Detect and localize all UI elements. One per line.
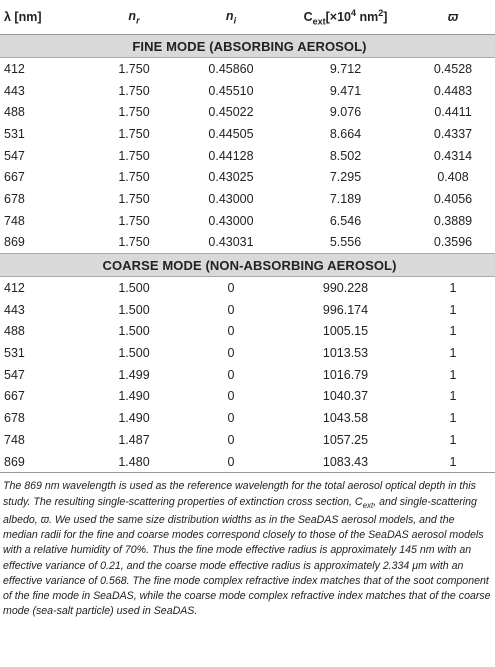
cell-albedo: 1 (449, 281, 457, 296)
cell-albedo: 1 (449, 389, 457, 404)
cell-real-index: 1.750 (118, 148, 150, 163)
cell-albedo: 0.4337 (433, 126, 473, 141)
cell-imaginary-index: 0.43025 (208, 170, 254, 185)
table-row (0, 58, 495, 80)
cell-real-index: 1.490 (118, 411, 150, 426)
cell-wavelength: 547 (4, 367, 25, 382)
header-single-scattering-albedo: ϖ (411, 0, 495, 35)
table-row (0, 101, 495, 123)
cell-real-index: 1.500 (118, 302, 150, 317)
cell-wavelength: 667 (4, 170, 25, 185)
table-row (0, 145, 495, 167)
table-row (0, 321, 495, 343)
cell-imaginary-index: 0 (227, 432, 235, 447)
cell-imaginary-index: 0 (227, 324, 235, 339)
cell-albedo: 1 (449, 367, 457, 382)
cell-albedo: 1 (449, 302, 457, 317)
cell-imaginary-index: 0.44505 (208, 126, 254, 141)
cell-albedo: 0.4314 (433, 148, 473, 163)
cell-imaginary-index: 0.45022 (208, 105, 254, 120)
cell-real-index: 1.750 (118, 126, 150, 141)
cell-imaginary-index: 0 (227, 367, 235, 382)
cell-real-index: 1.487 (118, 432, 150, 447)
cell-albedo: 1 (449, 411, 457, 426)
cell-extinction: 7.295 (329, 170, 362, 185)
cell-imaginary-index: 0.43000 (208, 191, 254, 206)
cell-extinction: 6.546 (329, 213, 362, 228)
cell-wavelength: 443 (4, 83, 25, 98)
cell-extinction: 8.664 (329, 126, 362, 141)
cell-wavelength: 748 (4, 213, 25, 228)
cell-extinction: 8.502 (329, 148, 362, 163)
cell-albedo: 0.408 (437, 170, 469, 185)
cell-albedo: 0.4483 (433, 83, 473, 98)
cell-wavelength: 412 (4, 281, 25, 296)
cell-imaginary-index: 0.43000 (208, 213, 254, 228)
cell-real-index: 1.750 (118, 83, 150, 98)
cell-wavelength: 531 (4, 126, 25, 141)
cell-imaginary-index: 0 (227, 281, 235, 296)
cell-real-index: 1.490 (118, 389, 150, 404)
table-row (0, 342, 495, 364)
cell-extinction: 1016.79 (322, 367, 369, 382)
cell-imaginary-index: 0 (227, 346, 235, 361)
cell-real-index: 1.500 (118, 324, 150, 339)
cell-wavelength: 488 (4, 324, 25, 339)
table-row (0, 364, 495, 386)
cell-wavelength: 488 (4, 105, 25, 120)
cell-wavelength: 678 (4, 191, 25, 206)
cell-wavelength: 748 (4, 432, 25, 447)
cell-real-index: 1.500 (118, 346, 150, 361)
cell-albedo: 1 (449, 324, 457, 339)
cell-wavelength: 547 (4, 148, 25, 163)
cell-extinction: 9.076 (329, 105, 362, 120)
cell-extinction: 1043.58 (322, 411, 369, 426)
cell-albedo: 0.3889 (433, 213, 473, 228)
cell-imaginary-index: 0 (182, 451, 280, 473)
table-row (0, 80, 495, 102)
cell-extinction: 1040.37 (322, 389, 369, 404)
table-header (0, 0, 495, 35)
header-extinction-cross-section: $C_{ext}[\times 10^4$ $nm^2$] (280, 0, 411, 35)
table-row (0, 386, 495, 408)
cell-imaginary-index: 0.43031 (208, 235, 254, 250)
cell-albedo: 0.3596 (433, 235, 473, 250)
cell-extinction: 990.228 (322, 281, 369, 296)
section-title: FINE MODE (ABSORBING AEROSOL) (0, 35, 495, 58)
section-header (0, 254, 495, 277)
cell-imaginary-index: 0 (227, 389, 235, 404)
cell-real-index: 1.500 (118, 281, 150, 296)
cell-imaginary-index: 0.45510 (208, 83, 254, 98)
table-row (0, 123, 495, 145)
table-footnote: The 869 nm wavelength is used as the reference wavelength for the total aerosol optical depth in this study. The resulting single-scattering properties of extinction cross section, $C_{ext}$, and single-scattering albedo, ϖ. We used the same size distribution widths as in the SeaDAS aerosol models, and the median radii for the fine and coarse modes correspond closely to those of the SeaDAS aerosol models with a relative humidity of 70%. Thus the fine mode effective radius is approximately 145 nm with an effective variance of 0.21, and the coarse mode effective radius is approximately 2.334 μm with an effective variance of 0.568. The fine mode complex refractive index matches that of the soot component of the fine mode in SeaDAS, while the coarse mode complex refractive index matches that of the coarse mode (sea-salt particle) used in SeaDAS. (3, 480, 491, 618)
header-wavelength: λ [nm] (0, 0, 86, 35)
cell-real-index: 1.750 (118, 61, 150, 76)
cell-albedo: 1 (449, 432, 457, 447)
cell-extinction: 9.471 (329, 83, 362, 98)
cell-wavelength: 678 (4, 411, 25, 426)
cell-wavelength: 531 (4, 346, 25, 361)
cell-extinction: 1013.53 (322, 346, 369, 361)
cell-imaginary-index: 0 (227, 411, 235, 426)
cell-real-index: 1.750 (118, 191, 150, 206)
table-row (0, 277, 495, 299)
cell-imaginary-index: 0.44128 (208, 148, 254, 163)
section-title: COARSE MODE (NON-ABSORBING AEROSOL) (0, 254, 495, 277)
section-header (0, 35, 495, 58)
cell-albedo: 0.4056 (433, 191, 473, 206)
table-row (0, 188, 495, 210)
cell-wavelength: 667 (4, 389, 25, 404)
cell-extinction: 9.712 (329, 61, 362, 76)
cell-wavelength: 443 (4, 302, 25, 317)
table-row (0, 407, 495, 429)
cell-real-index: 1.750 (118, 170, 150, 185)
cell-imaginary-index: 0.45860 (208, 61, 254, 76)
cell-real-index: 1.480 (86, 451, 182, 473)
cell-extinction: 1005.15 (322, 324, 369, 339)
table-row (0, 210, 495, 232)
cell-wavelength: 869 (4, 235, 25, 250)
cell-imaginary-index: 0 (227, 302, 235, 317)
cell-real-index: 1.750 (118, 235, 150, 250)
cell-extinction: 996.174 (322, 302, 369, 317)
cell-albedo: 1 (449, 346, 457, 361)
cell-extinction: 1057.25 (322, 432, 369, 447)
cell-albedo: 0.4528 (433, 61, 473, 76)
cell-real-index: 1.499 (118, 367, 150, 382)
cell-extinction: 1083.43 (280, 451, 411, 473)
cell-extinction: 7.189 (329, 191, 362, 206)
header-imaginary-index: $n_i$ (182, 0, 280, 35)
table-body (0, 35, 495, 473)
table-row (0, 451, 495, 473)
table-row (0, 429, 495, 451)
cell-real-index: 1.750 (118, 213, 150, 228)
cell-extinction: 5.556 (329, 235, 362, 250)
cell-albedo: 1 (411, 451, 495, 473)
cell-albedo: 0.4411 (434, 105, 472, 120)
cell-wavelength: 412 (4, 61, 25, 76)
header-real-index: $n_r$ (86, 0, 182, 35)
cell-wavelength: 869 (0, 451, 86, 473)
cell-real-index: 1.750 (118, 105, 150, 120)
table-row (0, 232, 495, 254)
table-row (0, 299, 495, 321)
table-row (0, 166, 495, 188)
